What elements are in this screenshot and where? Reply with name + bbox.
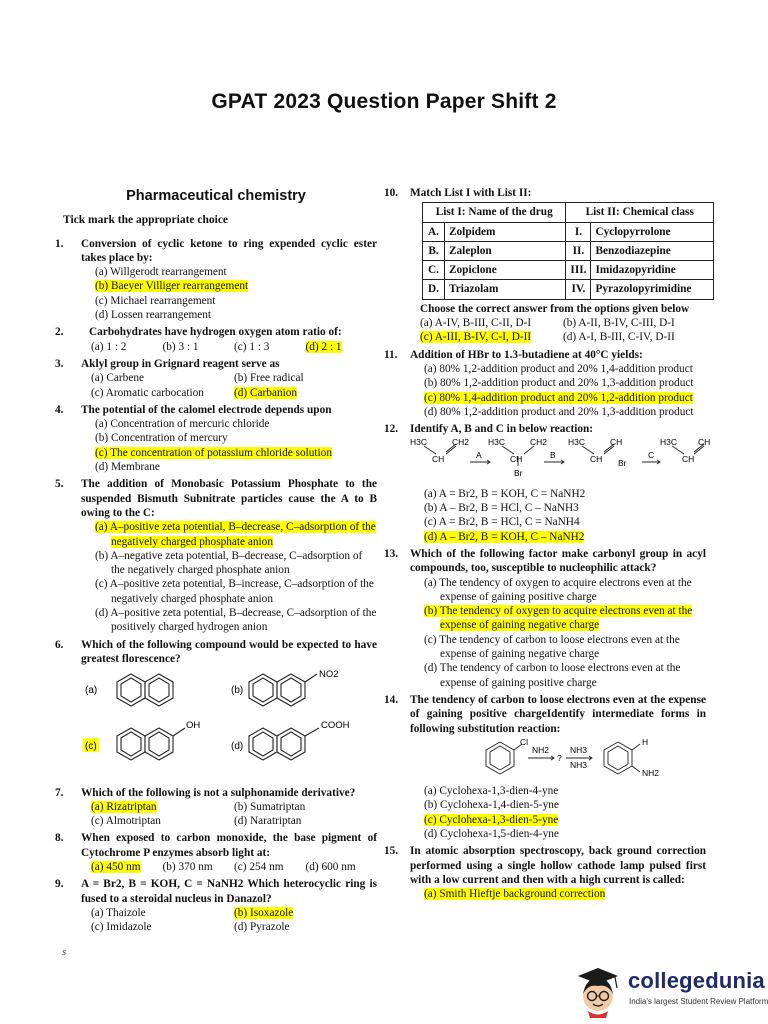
question-text: A = Br2, B = KOH, C = NaNH2 Which heterocyclic ring is fused to a steroidal nucleus in Danazol?: [81, 878, 377, 905]
scheme-text: CH2: [452, 437, 470, 448]
question-number: 1.: [55, 237, 64, 250]
carboxyl-group: COOH: [321, 720, 350, 732]
option-d: (d) The tendency of carbon to loose electrons even at the expense of gaining positive charge: [424, 662, 681, 689]
collegedunia-logo[interactable]: [572, 962, 768, 1018]
scheme-text: H3C: [410, 437, 428, 448]
question-number: 7.: [55, 786, 64, 799]
option-d: (d) Carbanion: [234, 386, 298, 399]
scheme-text: CH2: [530, 437, 548, 448]
question-number: 11.: [384, 348, 398, 361]
question-6: [55, 638, 377, 783]
question-number: 2.: [55, 326, 64, 339]
scheme-text: Cl: [520, 736, 529, 747]
match-table: [422, 202, 714, 299]
section-title: Pharmaceutical chemistry: [126, 188, 306, 204]
table-header: List I: Name of the drug: [423, 203, 566, 222]
table-cell: Cyclopyrrolone: [591, 222, 714, 241]
option-d: (d) Cyclohexa-1,5-dien-4-yne: [424, 827, 559, 840]
scheme-text: NH3: [570, 759, 588, 770]
question-text: In atomic absorption spectroscopy, back ground correction performed using a single hollow cathode lamp pulsed first with a low current and then with a high current is called:: [410, 845, 706, 886]
question-number: 14.: [384, 693, 399, 706]
structures-figure: [81, 666, 381, 778]
question-text: Which of the following compound would be expected to have greatest florescence?: [81, 638, 377, 665]
question-number: 12.: [384, 423, 399, 436]
reaction-scheme: [410, 436, 710, 482]
arrow-label: A: [476, 450, 482, 461]
option-d: (d) 80% 1,2-addition product and 20% 1,3-addition product: [424, 405, 694, 418]
brand-name: collegedunia: [628, 968, 765, 993]
question-number: 13.: [384, 547, 399, 560]
scheme-text: H: [642, 736, 649, 747]
option-c: (c) The tendency of carbon to loose electrons even at the expense of gaining negative charge: [424, 633, 680, 661]
question-2: [55, 325, 377, 354]
question-text: Conversion of cyclic ketone to ring expended cyclic ester takes place by:: [81, 237, 377, 264]
option-c: (c) Almotriptan: [91, 815, 161, 828]
option-d: (d) A–positive zeta potential, B–decrease, C–adsorption of the positively charged hydrogen anion: [95, 607, 377, 634]
table-cell: C.: [423, 261, 445, 280]
option-b: (b) Free radical: [234, 372, 304, 385]
option-c: (c) A-III, B-IV, C-I, D-II: [420, 331, 532, 344]
question-text: When exposed to carbon monoxide, the base pigment of Cytochrome P enzymes absorb light at:: [81, 832, 377, 859]
option-b: (b) The tendency of oxygen to acquire electrons even at the expense of gaining negative charge: [424, 605, 693, 632]
mascot-icon: [572, 962, 624, 1018]
option-c: (c) A = Br2, B = HCl, C = NaNH4: [424, 516, 580, 529]
table-row: [423, 261, 714, 280]
scheme-text: NH3: [570, 744, 588, 755]
option-a: (a) 80% 1,2-addition product and 20% 1,4-addition product: [424, 362, 693, 375]
question-number: 4.: [55, 403, 64, 416]
question-10: [384, 186, 706, 345]
nitro-group: NO2: [319, 669, 339, 681]
option-c: (c) 1 : 3: [234, 340, 270, 353]
option-b: (b) Sumatriptan: [234, 800, 306, 813]
question-5: [55, 477, 377, 634]
option-d: (d) 2 : 1: [305, 340, 342, 353]
scheme-text: ?: [557, 752, 562, 763]
scheme-text: NH2: [642, 767, 660, 778]
brand-tagline: India's largest Student Review Platform: [629, 997, 768, 1006]
option-b: (b) 80% 1,2-addition product and 20% 1,3-addition product: [424, 377, 694, 390]
label-c: (c): [85, 741, 97, 753]
option-d: (d) A – Br2, B = KOH, C – NaNH2: [424, 530, 585, 543]
question-text: Carbohydrates have hydrogen oxygen atom ratio of:: [89, 326, 342, 339]
scheme-text: CH: [682, 454, 695, 465]
option-c: (c) The concentration of potassium chloride solution: [95, 446, 332, 459]
table-row: [423, 241, 714, 260]
naphthoic-acid-structure: [249, 728, 319, 760]
option-b: (b) Baeyer Villiger rearrangement: [95, 280, 249, 293]
question-number: 15.: [384, 845, 399, 858]
option-c: (c) Michael rearrangement: [95, 294, 216, 307]
naphthol-structure: [117, 728, 185, 760]
table-cell: A.: [423, 222, 445, 241]
table-cell: Imidazopyridine: [591, 261, 714, 280]
question-13: [384, 547, 706, 690]
option-c: (c) A–positive zeta potential, B–increase, C–adsorption of the negatively charged phosphate anion: [95, 578, 374, 605]
arrow-label: C: [648, 450, 655, 461]
scheme-text: H3C: [488, 437, 506, 448]
hydroxyl-group: OH: [186, 720, 201, 732]
question-number: 3.: [55, 357, 64, 370]
question-3: [55, 357, 377, 400]
table-cell: IV.: [566, 280, 591, 299]
table-cell: I.: [566, 222, 591, 241]
question-text: Aklyl group in Grignard reagent serve as: [81, 357, 280, 370]
option-b: (b) 370 nm: [162, 860, 213, 873]
table-cell: Triazolam: [445, 280, 566, 299]
right-column: [384, 186, 710, 904]
label-b: (b): [231, 685, 244, 697]
option-c: (c) Cyclohexa-1,3-dien-5-yne: [424, 813, 559, 826]
option-b: (b) Concentration of mercury: [95, 432, 228, 445]
scheme-text: Br: [514, 468, 523, 479]
option-a: (a) 1 : 2: [91, 340, 127, 353]
table-cell: Zaleplon: [445, 241, 566, 260]
scheme-text: H3C: [568, 437, 586, 448]
option-d: (d) 600 nm: [305, 860, 356, 873]
question-text: The potential of the calomel electrode depends upon: [81, 403, 332, 416]
scheme-text: CH: [610, 437, 623, 448]
question-text: Identify A, B and C in below reaction:: [410, 423, 594, 436]
option-a: (a) Cyclohexa-1,3-dien-4-yne: [424, 785, 559, 798]
scheme-text: CH: [510, 454, 523, 465]
scheme-text: CH: [698, 437, 710, 448]
page-mark: s: [62, 946, 67, 958]
option-b: (b) Isoxazole: [234, 906, 294, 919]
table-cell: B.: [423, 241, 445, 260]
question-4: [55, 403, 377, 474]
arrow-label: B: [550, 450, 556, 461]
table-cell: Zopiclone: [445, 261, 566, 280]
option-c: (c) Aromatic carbocation: [91, 386, 204, 399]
option-a: (a) Rizatriptan: [91, 800, 157, 813]
option-a: (a) 450 nm: [91, 860, 141, 873]
table-header: List II: Chemical class: [566, 203, 714, 222]
table-row: [423, 222, 714, 241]
option-d: (d) A-I, B-III, C-IV, D-II: [563, 331, 675, 344]
option-a: (a) A-IV, B-III, C-II, D-I: [420, 317, 532, 330]
table-cell: D.: [423, 280, 445, 299]
nitronaphthalene-structure: [249, 674, 317, 706]
table-cell: Benzodiazepine: [591, 241, 714, 260]
option-c: (c) 80% 1,4-addition product and 20% 1,2-addition product: [424, 391, 693, 404]
question-text: Which of the following is not a sulphonamide derivative?: [81, 786, 356, 799]
option-b: (b) A – Br2, B = HCl, C – NaNH3: [424, 502, 579, 515]
option-b: (b) A–negative zeta potential, B–decrease, C–adsorption of the negatively charged phosphate anion: [95, 549, 363, 577]
table-row: [423, 280, 714, 299]
question-number: 8.: [55, 832, 64, 845]
table-cell: Zolpidem: [445, 222, 566, 241]
table-cell: Pyrazolopyrimidine: [591, 280, 714, 299]
option-a: (a) A = Br2, B = KOH, C = NaNH2: [424, 487, 586, 500]
option-b: (b) A-II, B-IV, C-III, D-I: [563, 317, 675, 330]
option-b: (b) Cyclohexa-1,4-dien-5-yne: [424, 799, 559, 812]
question-number: 10.: [384, 187, 399, 199]
option-b: (b) 3 : 1: [162, 340, 199, 353]
question-text: Match List I with List II:: [410, 187, 532, 199]
option-c: (c) 254 nm: [234, 860, 284, 873]
scheme-text: NH2: [532, 744, 550, 755]
substitution-scheme: [410, 736, 710, 780]
question-text: The tendency of carbon to loose electrons even at the expense of gaining positive chargeIdentify intermediate forms in following substitution reaction:: [410, 693, 706, 735]
option-d: (d) Membrane: [95, 461, 160, 474]
question-number: 9.: [55, 878, 64, 891]
instruction: Tick mark the appropriate choice: [63, 214, 229, 227]
choose-instruction: Choose the correct answer from the options given below: [420, 302, 690, 315]
option-a: (a) Thaizole: [91, 906, 146, 919]
scheme-text: CH: [432, 454, 445, 465]
label-d: (d): [231, 741, 244, 753]
question-15: [384, 844, 706, 901]
question-11: [384, 348, 706, 419]
question-7: [55, 786, 377, 829]
table-cell: II.: [566, 241, 591, 260]
question-12: [384, 422, 710, 544]
option-a: (a) Smith Hieftje background correction: [424, 888, 606, 901]
question-14: [384, 693, 706, 841]
question-9: [55, 877, 377, 934]
label-a: (a): [85, 685, 98, 697]
option-d: (d) Pyrazole: [234, 921, 290, 934]
question-8: [55, 831, 377, 874]
option-a: (a) Concentration of mercuric chloride: [95, 418, 270, 431]
page-title: GPAT 2023 Question Paper Shift 2: [211, 90, 557, 113]
question-1: [55, 237, 377, 323]
option-d: (d) Lossen rearrangement: [95, 309, 212, 322]
option-a: (a) The tendency of oxygen to acquire electrons even at the expense of gaining positive charge: [424, 576, 692, 603]
table-cell: III.: [566, 261, 591, 280]
question-text: Which of the following factor make carbonyl group in acyl compounds, too, susceptible to nucleophilic attack?: [410, 547, 706, 575]
left-column: [55, 186, 377, 937]
option-a: (a) Willgerodt rearrangement: [95, 266, 227, 279]
question-number: 6.: [55, 638, 64, 651]
option-d: (d) Naratriptan: [234, 815, 302, 828]
scheme-text: Br: [618, 458, 627, 469]
naphthalene-structure: [117, 674, 173, 706]
option-c: (c) Imidazole: [91, 921, 152, 934]
question-text: Addition of HBr to 1.3-butadiene at 40°C yields:: [410, 348, 643, 361]
question-number: 5.: [55, 478, 64, 491]
question-text: The addition of Monobasic Potassium Phosphate to the suspended Bismuth Subnitrate particles cause the A to B owing to the C:: [81, 478, 377, 519]
option-a: (a) Carbene: [91, 372, 144, 385]
option-a: (a) A–positive zeta potential, B–decrease, C–adsorption of the negatively charged phosphate anion: [95, 521, 376, 548]
scheme-text: H3C: [660, 437, 678, 448]
scheme-text: CH: [590, 454, 603, 465]
